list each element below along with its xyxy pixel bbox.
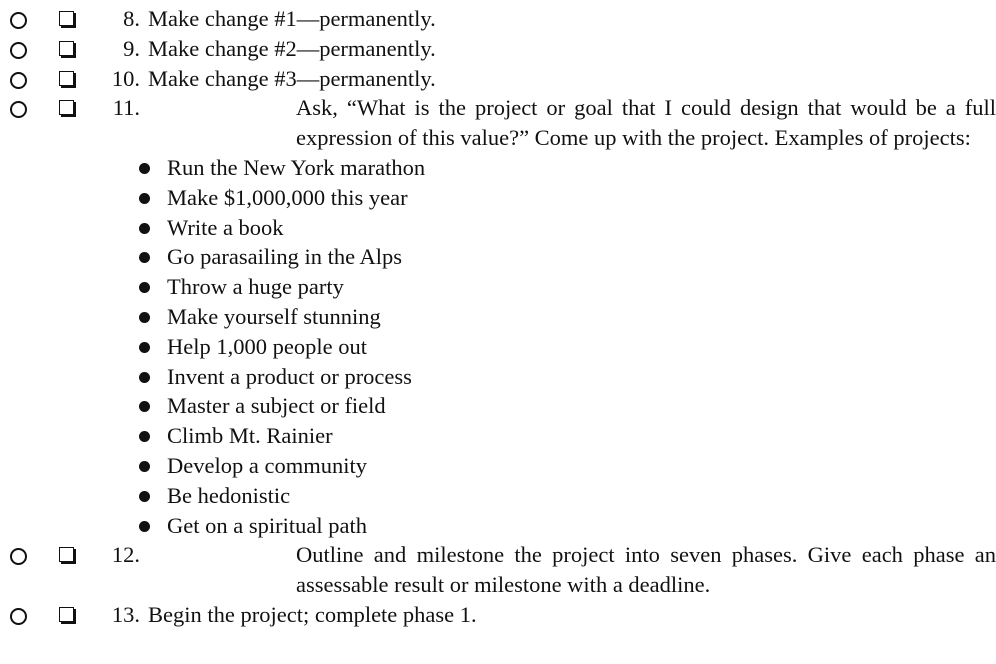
item-text: Make change #2—permanently. [148,35,436,61]
bullet-dot-icon [139,342,150,353]
checklist-item [0,540,996,600]
example-text: Run the New York marathon [167,154,426,180]
example-item [0,302,868,332]
item-text: Ask, “What is the project or goal that I could design that would be a full expression of this value?” Come up with the project. Examples of projects: [296,95,996,151]
item-number: 11. [112,95,140,121]
checkbox-icon[interactable] [59,547,74,562]
example-text: Throw a huge party [167,274,344,300]
bullet-dot-icon [139,491,150,502]
bullet-dot-icon [139,312,150,323]
example-text: Climb Mt. Rainier [167,423,333,449]
example-text: Write a book [167,214,284,240]
example-text: Master a subject or field [167,393,386,419]
example-item [0,481,868,511]
bullet-dot-icon [139,282,150,293]
bullet-dot-icon [139,193,150,204]
bullet-dot-icon [139,401,150,412]
example-item [0,213,868,243]
checklist-item [0,600,868,630]
example-text: Get on a spiritual path [167,512,367,538]
checklist-item [0,4,868,34]
checkbox-icon[interactable] [59,71,74,86]
example-item [0,272,868,302]
checklist-item [0,93,996,153]
item-number: 10. [111,65,140,91]
radio-circle-icon[interactable] [10,42,27,59]
radio-circle-icon[interactable] [10,101,27,118]
bullet-dot-icon [139,431,150,442]
radio-circle-icon[interactable] [10,608,27,625]
example-text: Help 1,000 people out [167,333,367,359]
example-item [0,153,868,183]
example-item [0,362,868,392]
example-text: Develop a community [167,452,367,478]
item-number: 13. [111,601,140,627]
example-text: Go parasailing in the Alps [167,244,402,270]
example-text: Make yourself stunning [167,303,381,329]
item-number: 9. [123,35,140,61]
example-text: Be hedonistic [167,482,291,508]
bullet-dot-icon [139,372,150,383]
checkbox-icon[interactable] [59,41,74,56]
item-number: 12. [111,542,140,568]
bullet-dot-icon [139,163,150,174]
example-item [0,511,868,541]
example-text: Make $1,000,000 this year [167,184,408,210]
example-text: Invent a product or process [167,363,412,389]
radio-circle-icon[interactable] [10,12,27,29]
example-item [0,332,868,362]
example-item [0,421,868,451]
item-text: Make change #1—permanently. [148,6,436,31]
example-item [0,391,868,421]
checklist-page [0,4,996,630]
checkbox-icon[interactable] [59,607,74,622]
radio-circle-icon[interactable] [10,72,27,89]
bullet-dot-icon [139,223,150,234]
examples-list [0,153,868,540]
checklist-item [0,64,868,94]
checkbox-icon[interactable] [59,100,74,115]
item-text: Outline and milestone the project into seven phases. Give each phase an assessable result or milestone with a deadline. [296,542,996,598]
bullet-dot-icon [139,252,150,263]
item-text: Make change #3—permanently. [148,65,436,91]
item-number: 8. [123,6,140,31]
example-item [0,242,868,272]
bullet-dot-icon [139,521,150,532]
checklist-item [0,34,868,64]
radio-circle-icon[interactable] [10,548,27,565]
example-item [0,451,868,481]
example-item [0,183,868,213]
item-text: Begin the project; complete phase 1. [148,601,477,627]
checkbox-icon[interactable] [59,11,74,26]
bullet-dot-icon [139,461,150,472]
